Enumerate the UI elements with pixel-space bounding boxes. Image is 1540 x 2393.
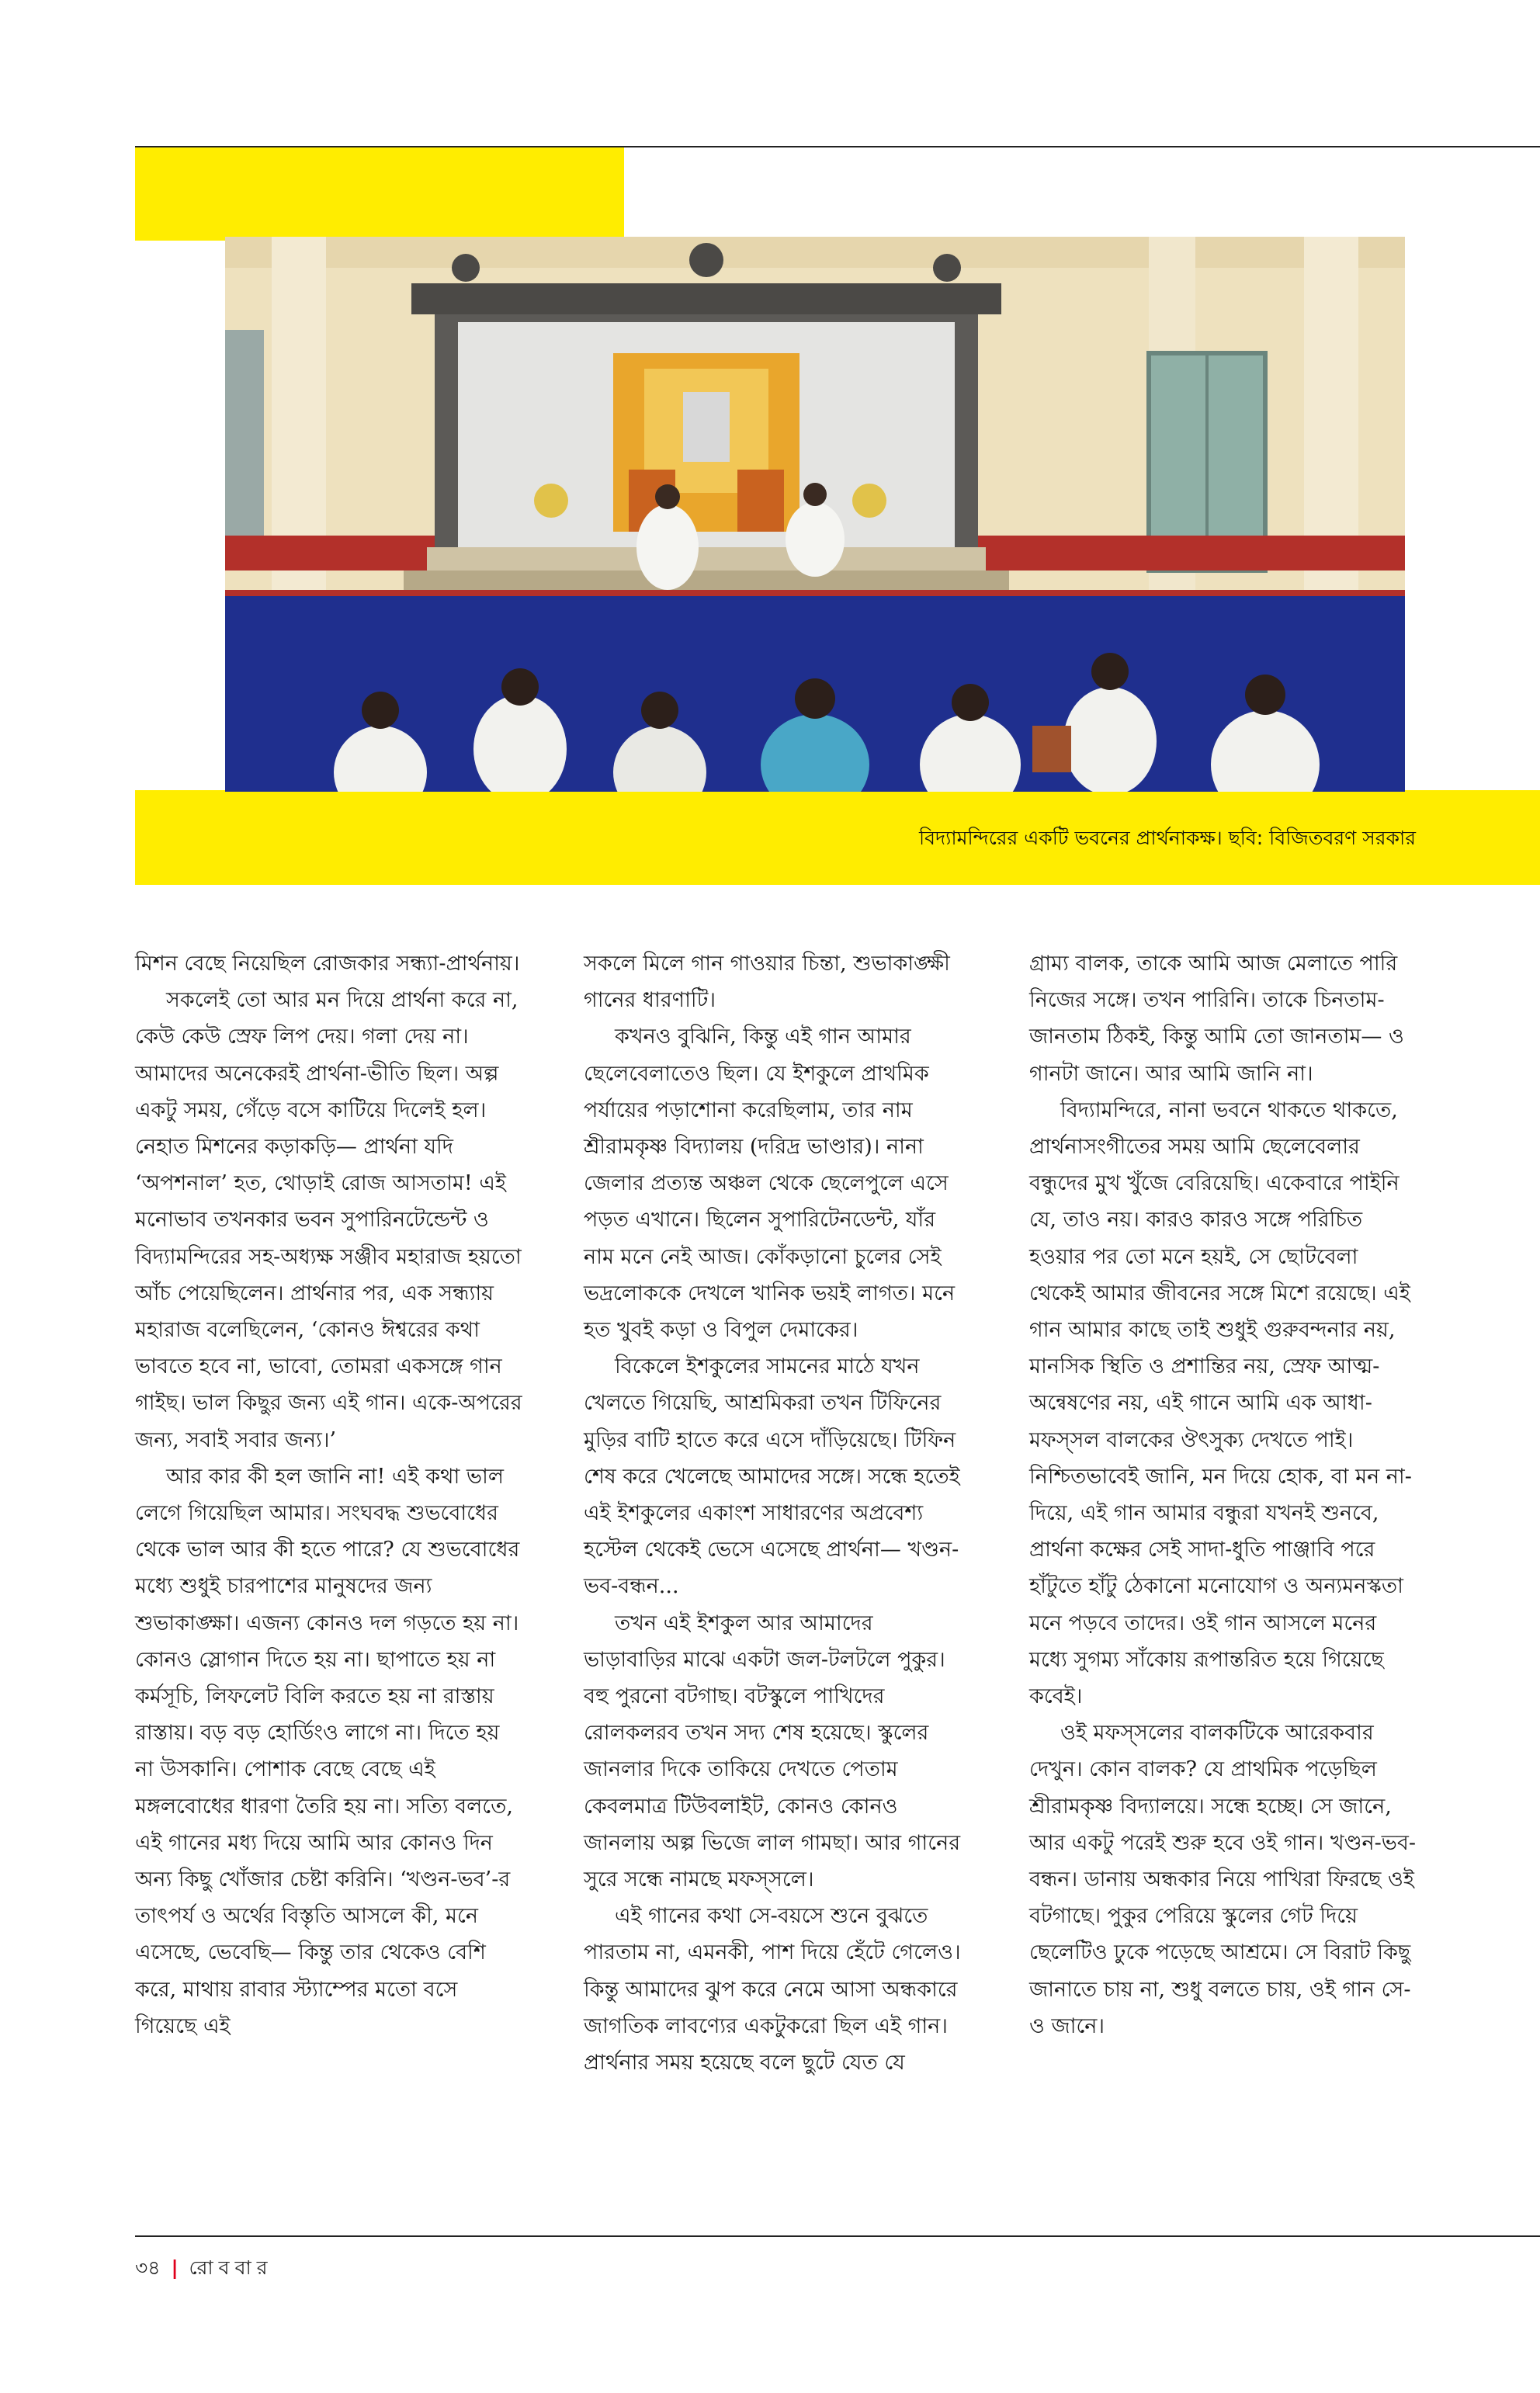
article-column-1 [135,945,523,2044]
paragraph: সকলেই তো আর মন দিয়ে প্রার্থনা করে না, কেউ কেউ স্রেফ লিপ দেয়। গলা দেয় না। আমাদের অনেকেরই প্রার্থনা-ভীতি ছিল। অল্প একটু সময়, গেঁড়ে বসে কাটিয়ে দিলেই হল। নেহাত মিশনের কড়াকড়ি— প্রার্থনা যদি ‘অপশনাল’ হত, থোড়াই রোজ আসতাম! এই মনোভাব তখনকার ভবন সুপারিনটেন্ডেন্ট ও বিদ্যামন্দিরের সহ-অধ্যক্ষ সঞ্জীব মহারাজ হয়তো আঁচ পেয়েছিলেন। প্রার্থনার পর, এক সন্ধ্যায় মহারাজ বলেছিলেন, ‘কোনও ঈশ্বরের কথা ভাবতে হবে না, ভাবো, তোমরা একসঙ্গে গান গাইছ। ভাল কিছুর জন্য এই গান। একে-অপরের জন্য, সবাই সবার জন্য।’ [135,988,522,1452]
paragraph: আর কার কী হল জানি না! এই কথা ভাল লেগে গিয়েছিল আমার। সংঘবদ্ধ শুভবোধের থেকে ভাল আর কী হতে পারে? যে শুভবোধের মধ্যে শুধুই চারপাশের মানুষদের জন্য শুভাকাঙ্ক্ষা। এজন্য কোনও দল গড়তে হয় না। কোনও স্লোগান দিতে হয় না। ছাপাতে হয় না কর্মসূচি, লিফলেট বিলি করতে হয় না রাস্তায় রাস্তায়। বড় বড় হোর্ডিংও লাগে না। দিতে হয় না উসকানি। পোশাক বেছে বেছে এই মঙ্গলবোধের ধারণা তৈরি হয় না। সত্যি বলতে, এই গানের মধ্য দিয়ে আমি আর কোনও দিন অন্য কিছু খোঁজার চেষ্টা করিনি। ‘খণ্ডন-ভব’-র তাৎপর্য ও অর্থের বিস্তৃতি আসলে কী, মনে এসেছে, ভেবেছি— কিন্তু তার থেকেও বেশি করে, মাথায় রাবার স্ট্যাম্পের মতো বসে গিয়েছে এই [135,1464,520,2038]
photo-caption: বিদ্যামন্দিরের একটি ভবনের প্রার্থনাকক্ষ। ছবি: বিজিতবরণ সরকার [918,827,1416,849]
page-number: ৩৪ [135,2256,161,2279]
paragraph: গ্রাম্য বালক, তাকে আমি আজ মেলাতে পারি নিজের সঙ্গে। তখন পারিনি। তাকে চিনতাম-জানতাম ঠিকই, কিন্তু আমি তো জানতাম— ও গানটা জানে। আর আমি জানি না। [1029,952,1404,1086]
paragraph: ওই মফস্সলের বালকটিকে আরেকবার দেখুন। কোন বালক? যে প্রাথমিক পড়েছিল শ্রীরামকৃষ্ণ বিদ্যালয়ে। সন্ধে হচ্ছে। সে জানে, আর একটু পরেই শুরু হবে ওই গান। খণ্ডন-ভব-বন্ধন। ডানায় অন্ধকার নিয়ে পাখিরা ফিরছে ওই বটগাছে। পুকুর পেরিয়ে স্কুলের গেট দিয়ে ছেলেটিও ঢুকে পড়েছে আশ্রমে। সে বিরাট কিছু জানাতে চায় না, শুধু বলতে চায়, ওই গান সে-ও জানে। [1029,1721,1416,2038]
article-column-2 [584,945,972,2081]
yellow-accent-tab [135,147,624,241]
paragraph: বিদ্যামন্দিরে, নানা ভবনে থাকতে থাকতে, প্রার্থনাসংগীতের সময় আমি ছেলেবেলার বন্ধুদের মুখ খুঁজে বেরিয়েছি। একেবারে পাইনি যে, তাও নয়। কারও কারও সঙ্গে পরিচিত হওয়ার পর তো মনে হয়ই, সে ছোটবেলা থেকেই আমার জীবনের সঙ্গে মিশে রয়েছে। এই গান আমার কাছে তাই শুধুই গুরুবন্দনার নয়, মানসিক স্থিতি ও প্রশান্তির নয়, স্রেফ আত্ম-অন্বেষণের নয়, এই গানে আমি এক আধা-মফস্সল বালকের ঔৎসুক্য দেখতে পাই। নিশ্চিতভাবেই জানি, মন দিয়ে হোক, বা মন না-দিয়ে, এই গান আমার বন্ধুরা যখনই শুনবে, প্রার্থনা কক্ষের সেই সাদা-ধুতি পাঞ্জাবি পরে হাঁটুতে হাঁটু ঠেকানো মনোযোগ ও অন্যমনস্কতা মনে পড়বে তাদের। ওই গান আসলে মনের মধ্যে সুগম্য সাঁকোয় রূপান্তরিত হয়ে গিয়েছে কবেই। [1029,1098,1412,1709]
paragraph: কখনও বুঝিনি, কিন্তু এই গান আমার ছেলেবেলাতেও ছিল। যে ইশকুলে প্রাথমিক পর্যায়ের পড়াশোনা করেছিলাম, তার নাম শ্রীরামকৃষ্ণ বিদ্যালয় (দরিদ্র ভাণ্ডার)। নানা জেলার প্রত্যন্ত অঞ্চল থেকে ছেলেপুলে এসে পড়ত এখানে। ছিলেন সুপারিটেনডেন্ট, যাঁর নাম মনে নেই আজ। কোঁকড়ানো চুলের সেই ভদ্রলোককে দেখলে খানিক ভয়ই লাগত। মনে হত খুবই কড়া ও বিপুল দেমাকের। [584,1025,956,1343]
paragraph: এই গানের কথা সে-বয়সে শুনে বুঝতে পারতাম না, এমনকী, পাশ দিয়ে হেঁটে গেলেও। কিন্তু আমাদের ঝুপ করে নেমে আসা অন্ধকারে জাগতিক লাবণ্যের একটুকরো ছিল এই গান। প্রার্থনার সময় হয়েছে বলে ছুটে যেত যে [584,1904,961,2076]
bottom-rule [135,2235,1540,2237]
paragraph: বিকেলে ইশকুলের সামনের মাঠে যখন খেলতে গিয়েছি, আশ্রমিকরা তখন টিফিনের মুড়ির বাটি হাতে করে এসে দাঁড়িয়েছে। টিফিন শেষ করে খেলেছে আমাদের সঙ্গে। সন্ধে হতেই এই ইশকুলের একাংশ সাধারণের অপ্রবেশ্য হস্টেল থেকেই ভেসে এসেছে প্রার্থনা— খণ্ডন-ভব-বন্ধন... [584,1354,960,1599]
magazine-name: রোববার [189,2256,273,2279]
paragraph: সকলে মিলে গান গাওয়ার চিন্তা, শুভাকাঙ্ক্ষী গানের ধারণাটি। [584,952,950,1013]
page-footer [135,2253,273,2286]
article-column-3 [1029,945,1417,2044]
footer-separator: | [171,2256,179,2279]
prayer-hall-photo [225,237,1405,792]
paragraph: তখন এই ইশকুল আর আমাদের ভাড়াবাড়ির মাঝে একটা জল-টলটলে পুকুর। বহু পুরনো বটগাছ। বটস্কুলে পাখিদের রোলকলরব তখন সদ্য শেষ হয়েছে। স্কুলের জানলার দিকে তাকিয়ে দেখতে পেতাম কেবলমাত্র টিউবলাইট, কোনও কোনও জানলায় অল্প ভিজে লাল গামছা। আর গানের সুরে সন্ধে নামছে মফস্সলে। [584,1611,961,1892]
paragraph: মিশন বেছে নিয়েছিল রোজকার সন্ধ্যা-প্রার্থনায়। [135,952,520,976]
prayer-hall-illustration [225,237,1405,792]
